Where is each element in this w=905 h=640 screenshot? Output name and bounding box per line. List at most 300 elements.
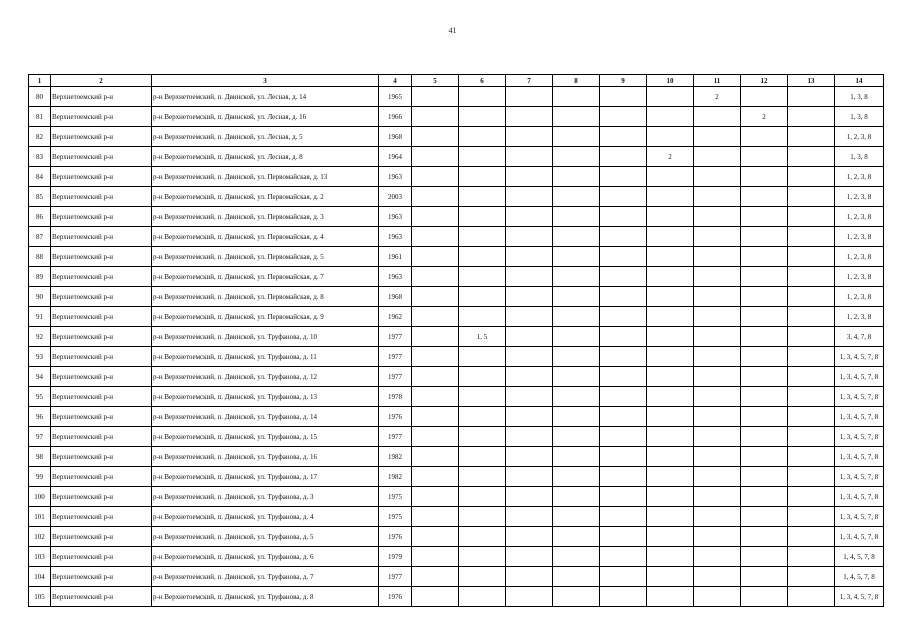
table-cell-col-14: 1, 3, 8 — [835, 147, 884, 167]
table-cell-col-11 — [694, 227, 741, 247]
table-cell-col-9 — [600, 507, 647, 527]
table-cell-col-9 — [600, 487, 647, 507]
table-cell-col-5 — [412, 347, 459, 367]
table-cell-col-12 — [741, 387, 788, 407]
table-cell-col-1: 102 — [29, 527, 51, 547]
table-cell-col-1: 87 — [29, 227, 51, 247]
table-cell-col-5 — [412, 187, 459, 207]
table-cell-col-1: 83 — [29, 147, 51, 167]
table-row — [29, 547, 884, 567]
table-cell-col-12 — [741, 547, 788, 567]
column-header-4: 4 — [379, 75, 412, 87]
table-cell-col-10 — [647, 87, 694, 107]
table-cell-col-4: 1976 — [379, 527, 412, 547]
table-cell-col-13 — [788, 147, 835, 167]
table-cell-col-7 — [506, 147, 553, 167]
table-cell-col-3: р-н Верхнетоемский, п. Двинской, ул. Труфанова, д. 7 — [152, 567, 379, 587]
column-header-8: 8 — [553, 75, 600, 87]
table-cell-col-11 — [694, 207, 741, 227]
table-cell-col-2: Верхнетоемский р-н — [51, 387, 152, 407]
table-cell-col-11 — [694, 167, 741, 187]
table-cell-col-12 — [741, 167, 788, 187]
table-row — [29, 387, 884, 407]
table-cell-col-1: 104 — [29, 567, 51, 587]
table-cell-col-4: 1977 — [379, 427, 412, 447]
table-cell-col-11 — [694, 267, 741, 287]
table-cell-col-4: 1963 — [379, 207, 412, 227]
table-cell-col-12 — [741, 407, 788, 427]
table-cell-col-10 — [647, 307, 694, 327]
table-cell-col-7 — [506, 227, 553, 247]
table-cell-col-9 — [600, 407, 647, 427]
table-cell-col-11 — [694, 187, 741, 207]
table-cell-col-6 — [459, 567, 506, 587]
table-cell-col-6 — [459, 287, 506, 307]
table-cell-col-9 — [600, 87, 647, 107]
table-cell-col-14: 1, 2, 3, 8 — [835, 167, 884, 187]
table-cell-col-4: 1977 — [379, 367, 412, 387]
table-cell-col-12 — [741, 527, 788, 547]
table-cell-col-12 — [741, 367, 788, 387]
table-cell-col-11 — [694, 387, 741, 407]
table-cell-col-9 — [600, 327, 647, 347]
table-cell-col-4: 1977 — [379, 327, 412, 347]
table-cell-col-1: 95 — [29, 387, 51, 407]
table-cell-col-6 — [459, 147, 506, 167]
table-cell-col-8 — [553, 347, 600, 367]
housing-registry-table — [28, 74, 884, 607]
table-cell-col-2: Верхнетоемский р-н — [51, 527, 152, 547]
table-cell-col-6 — [459, 547, 506, 567]
table-cell-col-10 — [647, 427, 694, 447]
table-cell-col-13 — [788, 287, 835, 307]
table-cell-col-12 — [741, 227, 788, 247]
table-cell-col-5 — [412, 227, 459, 247]
table-cell-col-8 — [553, 87, 600, 107]
table-cell-col-12 — [741, 267, 788, 287]
table-cell-col-14: 1, 2, 3, 8 — [835, 187, 884, 207]
table-cell-col-8 — [553, 107, 600, 127]
table-cell-col-9 — [600, 287, 647, 307]
table-cell-col-2: Верхнетоемский р-н — [51, 567, 152, 587]
table-cell-col-10 — [647, 387, 694, 407]
table-cell-col-13 — [788, 227, 835, 247]
table-cell-col-6 — [459, 187, 506, 207]
table-cell-col-6 — [459, 407, 506, 427]
table-cell-col-10 — [647, 587, 694, 607]
table-cell-col-1: 103 — [29, 547, 51, 567]
table-cell-col-1: 90 — [29, 287, 51, 307]
table-cell-col-11 — [694, 127, 741, 147]
table-row — [29, 347, 884, 367]
table-cell-col-8 — [553, 247, 600, 267]
table-cell-col-14: 3, 4, 7, 8 — [835, 327, 884, 347]
table-cell-col-13 — [788, 107, 835, 127]
table-cell-col-13 — [788, 487, 835, 507]
table-cell-col-13 — [788, 327, 835, 347]
table-cell-col-3: р-н Верхнетоемский, п. Двинской, ул. Труфанова, д. 14 — [152, 407, 379, 427]
table-cell-col-7 — [506, 367, 553, 387]
table-cell-col-11 — [694, 487, 741, 507]
table-cell-col-12 — [741, 87, 788, 107]
table-cell-col-5 — [412, 287, 459, 307]
table-cell-col-12 — [741, 287, 788, 307]
table-cell-col-3: р-н Верхнетоемский, п. Двинской, ул. Труфанова, д. 17 — [152, 467, 379, 487]
column-header-3: 3 — [152, 75, 379, 87]
table-cell-col-5 — [412, 507, 459, 527]
table-cell-col-2: Верхнетоемский р-н — [51, 547, 152, 567]
column-header-6: 6 — [459, 75, 506, 87]
table-cell-col-1: 99 — [29, 467, 51, 487]
table-cell-col-3: р-н Верхнетоемский, п. Двинской, ул. Труфанова, д. 13 — [152, 387, 379, 407]
table-cell-col-9 — [600, 267, 647, 287]
table-cell-col-7 — [506, 527, 553, 547]
table-cell-col-8 — [553, 127, 600, 147]
table-cell-col-7 — [506, 267, 553, 287]
column-header-1: 1 — [29, 75, 51, 87]
table-cell-col-5 — [412, 387, 459, 407]
table-cell-col-10 — [647, 187, 694, 207]
table-cell-col-2: Верхнетоемский р-н — [51, 247, 152, 267]
table-cell-col-4: 1963 — [379, 227, 412, 247]
table-cell-col-4: 1977 — [379, 567, 412, 587]
table-cell-col-14: 1, 2, 3, 8 — [835, 307, 884, 327]
table-cell-col-8 — [553, 487, 600, 507]
table-cell-col-9 — [600, 187, 647, 207]
table-cell-col-14: 1, 3, 4, 5, 7, 8 — [835, 367, 884, 387]
table-cell-col-6 — [459, 247, 506, 267]
table-cell-col-6 — [459, 587, 506, 607]
table-cell-col-5 — [412, 107, 459, 127]
table-cell-col-5 — [412, 567, 459, 587]
table-cell-col-11 — [694, 447, 741, 467]
table-cell-col-7 — [506, 447, 553, 467]
column-header-9: 9 — [600, 75, 647, 87]
table-cell-col-11 — [694, 247, 741, 267]
table-cell-col-11 — [694, 367, 741, 387]
table-cell-col-13 — [788, 407, 835, 427]
table-cell-col-13 — [788, 347, 835, 367]
table-cell-col-3: р-н Верхнетоемский, п. Двинской, ул. Труфанова, д. 16 — [152, 447, 379, 467]
column-header-5: 5 — [412, 75, 459, 87]
table-cell-col-4: 1962 — [379, 307, 412, 327]
table-cell-col-1: 98 — [29, 447, 51, 467]
table-cell-col-5 — [412, 87, 459, 107]
table-cell-col-8 — [553, 227, 600, 247]
table-cell-col-4: 1968 — [379, 127, 412, 147]
table-cell-col-13 — [788, 167, 835, 187]
table-cell-col-10 — [647, 247, 694, 267]
table-cell-col-5 — [412, 127, 459, 147]
table-cell-col-13 — [788, 507, 835, 527]
table-cell-col-5 — [412, 307, 459, 327]
table-cell-col-11 — [694, 327, 741, 347]
table-cell-col-1: 82 — [29, 127, 51, 147]
table-cell-col-6 — [459, 447, 506, 467]
table-cell-col-5 — [412, 367, 459, 387]
table-cell-col-11 — [694, 307, 741, 327]
table-cell-col-9 — [600, 467, 647, 487]
table-cell-col-1: 94 — [29, 367, 51, 387]
table-cell-col-9 — [600, 127, 647, 147]
table-cell-col-10 — [647, 407, 694, 427]
table-cell-col-13 — [788, 467, 835, 487]
table-cell-col-1: 85 — [29, 187, 51, 207]
table-cell-col-10 — [647, 267, 694, 287]
table-cell-col-4: 1963 — [379, 267, 412, 287]
table-cell-col-3: р-н Верхнетоемский, п. Двинской, ул. Лесная, д. 8 — [152, 147, 379, 167]
table-cell-col-12 — [741, 207, 788, 227]
table-cell-col-9 — [600, 147, 647, 167]
table-cell-col-14: 1, 3, 8 — [835, 87, 884, 107]
table-cell-col-1: 81 — [29, 107, 51, 127]
table-cell-col-6 — [459, 167, 506, 187]
table-cell-col-1: 88 — [29, 247, 51, 267]
page-number: 41 — [448, 26, 457, 35]
table-cell-col-8 — [553, 587, 600, 607]
table-cell-col-6 — [459, 507, 506, 527]
table-cell-col-1: 93 — [29, 347, 51, 367]
table-row — [29, 507, 884, 527]
table-cell-col-8 — [553, 167, 600, 187]
table-cell-col-10 — [647, 487, 694, 507]
table-cell-col-4: 1978 — [379, 387, 412, 407]
table-cell-col-1: 92 — [29, 327, 51, 347]
table-cell-col-11 — [694, 567, 741, 587]
table-cell-col-4: 1961 — [379, 247, 412, 267]
table-cell-col-10 — [647, 227, 694, 247]
table-cell-col-10 — [647, 507, 694, 527]
table-cell-col-7 — [506, 387, 553, 407]
table-cell-col-4: 1979 — [379, 547, 412, 567]
table-row — [29, 227, 884, 247]
table-cell-col-14: 1, 2, 3, 8 — [835, 207, 884, 227]
table-cell-col-3: р-н Верхнетоемский, п. Двинской, ул. Труфанова, д. 8 — [152, 587, 379, 607]
table-row — [29, 327, 884, 347]
column-header-2: 2 — [51, 75, 152, 87]
table-cell-col-6 — [459, 107, 506, 127]
table-cell-col-2: Верхнетоемский р-н — [51, 447, 152, 467]
table-cell-col-13 — [788, 207, 835, 227]
table-cell-col-6 — [459, 347, 506, 367]
table-row — [29, 527, 884, 547]
table-cell-col-10 — [647, 547, 694, 567]
column-header-10: 10 — [647, 75, 694, 87]
table-cell-col-7 — [506, 467, 553, 487]
table-cell-col-2: Верхнетоемский р-н — [51, 167, 152, 187]
table-cell-col-2: Верхнетоемский р-н — [51, 407, 152, 427]
table-cell-col-8 — [553, 287, 600, 307]
table-cell-col-13 — [788, 187, 835, 207]
table-cell-col-13 — [788, 387, 835, 407]
table-cell-col-9 — [600, 307, 647, 327]
table-cell-col-2: Верхнетоемский р-н — [51, 87, 152, 107]
table-cell-col-9 — [600, 347, 647, 367]
table-cell-col-11 — [694, 587, 741, 607]
table-cell-col-3: р-н Верхнетоемский, п. Двинской, ул. Первомайская, д. 13 — [152, 167, 379, 187]
table-row — [29, 307, 884, 327]
table-cell-col-12 — [741, 587, 788, 607]
table-cell-col-4: 1982 — [379, 447, 412, 467]
table-cell-col-1: 105 — [29, 587, 51, 607]
table-cell-col-10 — [647, 367, 694, 387]
table-row — [29, 107, 884, 127]
table-cell-col-9 — [600, 207, 647, 227]
table-cell-col-12 — [741, 347, 788, 367]
table-cell-col-14: 1, 2, 3, 8 — [835, 287, 884, 307]
table-cell-col-10 — [647, 527, 694, 547]
table-cell-col-12 — [741, 507, 788, 527]
table-cell-col-14: 1, 3, 4, 5, 7, 8 — [835, 387, 884, 407]
table-cell-col-7 — [506, 507, 553, 527]
table-row — [29, 127, 884, 147]
table-cell-col-1: 101 — [29, 507, 51, 527]
table-cell-col-8 — [553, 507, 600, 527]
table-cell-col-1: 84 — [29, 167, 51, 187]
table-cell-col-3: р-н Верхнетоемский, п. Двинской, ул. Труфанова, д. 10 — [152, 327, 379, 347]
table-cell-col-4: 1976 — [379, 587, 412, 607]
table-cell-col-2: Верхнетоемский р-н — [51, 467, 152, 487]
table-cell-col-13 — [788, 367, 835, 387]
table-row — [29, 247, 884, 267]
table-cell-col-12 — [741, 567, 788, 587]
table-cell-col-1: 96 — [29, 407, 51, 427]
table-cell-col-10 — [647, 287, 694, 307]
table-cell-col-2: Верхнетоемский р-н — [51, 227, 152, 247]
table-cell-col-8 — [553, 567, 600, 587]
table-cell-col-5 — [412, 427, 459, 447]
table-cell-col-7 — [506, 567, 553, 587]
table-cell-col-9 — [600, 227, 647, 247]
table-cell-col-4: 1966 — [379, 107, 412, 127]
table-cell-col-3: р-н Верхнетоемский, п. Двинской, ул. Труфанова, д. 15 — [152, 427, 379, 447]
table-row — [29, 567, 884, 587]
table-cell-col-13 — [788, 587, 835, 607]
table-cell-col-7 — [506, 347, 553, 367]
table-cell-col-2: Верхнетоемский р-н — [51, 307, 152, 327]
table-cell-col-2: Верхнетоемский р-н — [51, 267, 152, 287]
table-cell-col-2: Верхнетоемский р-н — [51, 327, 152, 347]
table-row — [29, 287, 884, 307]
table-cell-col-14: 1, 3, 4, 5, 7, 8 — [835, 507, 884, 527]
table-cell-col-7 — [506, 587, 553, 607]
table-cell-col-12 — [741, 487, 788, 507]
table-cell-col-3: р-н Верхнетоемский, п. Двинской, ул. Первомайская, д. 8 — [152, 287, 379, 307]
column-header-12: 12 — [741, 75, 788, 87]
table-cell-col-2: Верхнетоемский р-н — [51, 147, 152, 167]
table-row — [29, 447, 884, 467]
table-cell-col-13 — [788, 547, 835, 567]
table-cell-col-14: 1, 2, 3, 8 — [835, 247, 884, 267]
table-cell-col-8 — [553, 427, 600, 447]
table-row — [29, 167, 884, 187]
table-row — [29, 147, 884, 167]
table-cell-col-9 — [600, 387, 647, 407]
table-row — [29, 467, 884, 487]
table-row — [29, 367, 884, 387]
table-cell-col-14: 1, 2, 3, 8 — [835, 127, 884, 147]
table-cell-col-8 — [553, 327, 600, 347]
table-cell-col-9 — [600, 527, 647, 547]
table-cell-col-1: 86 — [29, 207, 51, 227]
table-cell-col-10 — [647, 567, 694, 587]
table-cell-col-2: Верхнетоемский р-н — [51, 187, 152, 207]
table-cell-col-1: 97 — [29, 427, 51, 447]
table-row — [29, 587, 884, 607]
table-cell-col-4: 1976 — [379, 407, 412, 427]
table-cell-col-14: 1, 3, 4, 5, 7, 8 — [835, 467, 884, 487]
table-cell-col-13 — [788, 527, 835, 547]
table-cell-col-11 — [694, 107, 741, 127]
table-cell-col-5 — [412, 267, 459, 287]
table-cell-col-3: р-н Верхнетоемский, п. Двинской, ул. Труфанова, д. 4 — [152, 507, 379, 527]
table-cell-col-14: 1, 3, 4, 5, 7, 8 — [835, 427, 884, 447]
table-cell-col-12 — [741, 307, 788, 327]
table-cell-col-13 — [788, 447, 835, 467]
table-cell-col-7 — [506, 427, 553, 447]
table-cell-col-11 — [694, 347, 741, 367]
table-cell-col-9 — [600, 567, 647, 587]
table-cell-col-12 — [741, 247, 788, 267]
table-cell-col-8 — [553, 447, 600, 467]
table-cell-col-7 — [506, 287, 553, 307]
table-cell-col-9 — [600, 587, 647, 607]
table-cell-col-2: Верхнетоемский р-н — [51, 347, 152, 367]
table-cell-col-6 — [459, 387, 506, 407]
table-cell-col-9 — [600, 427, 647, 447]
table-cell-col-5 — [412, 487, 459, 507]
table-cell-col-11 — [694, 147, 741, 167]
table-cell-col-11 — [694, 287, 741, 307]
table-row — [29, 207, 884, 227]
table-cell-col-13 — [788, 427, 835, 447]
table-cell-col-10 — [647, 127, 694, 147]
table-cell-col-5 — [412, 407, 459, 427]
table-cell-col-11 — [694, 407, 741, 427]
table-cell-col-10 — [647, 447, 694, 467]
table-cell-col-3: р-н Верхнетоемский, п. Двинской, ул. Первомайская, д. 5 — [152, 247, 379, 267]
table-cell-col-12 — [741, 447, 788, 467]
table-cell-col-8 — [553, 207, 600, 227]
table-cell-col-14: 1, 3, 4, 5, 7, 8 — [835, 407, 884, 427]
table-cell-col-3: р-н Верхнетоемский, п. Двинской, ул. Труфанова, д. 3 — [152, 487, 379, 507]
table-cell-col-3: р-н Верхнетоемский, п. Двинской, ул. Труфанова, д. 5 — [152, 527, 379, 547]
table-cell-col-14: 1, 4, 5, 7, 8 — [835, 567, 884, 587]
table-cell-col-3: р-н Верхнетоемский, п. Двинской, ул. Труфанова, д. 11 — [152, 347, 379, 367]
table-cell-col-14: 1, 3, 4, 5, 7, 8 — [835, 587, 884, 607]
table-cell-col-14: 1, 4, 5, 7, 8 — [835, 547, 884, 567]
table-cell-col-9 — [600, 247, 647, 267]
table-cell-col-5 — [412, 247, 459, 267]
table-row — [29, 187, 884, 207]
table-cell-col-10 — [647, 467, 694, 487]
table-cell-col-7 — [506, 127, 553, 147]
table-cell-col-10: 2 — [647, 147, 694, 167]
table-cell-col-2: Верхнетоемский р-н — [51, 587, 152, 607]
table-cell-col-7 — [506, 487, 553, 507]
table-cell-col-6 — [459, 207, 506, 227]
table-cell-col-11 — [694, 527, 741, 547]
table-cell-col-5 — [412, 207, 459, 227]
table-cell-col-3: р-н Верхнетоемский, п. Двинской, ул. Лесная, д. 5 — [152, 127, 379, 147]
table-cell-col-7 — [506, 107, 553, 127]
table-cell-col-4: 1975 — [379, 487, 412, 507]
table-row — [29, 87, 884, 107]
table-cell-col-5 — [412, 147, 459, 167]
table-cell-col-8 — [553, 147, 600, 167]
column-header-14: 14 — [835, 75, 884, 87]
table-cell-col-6 — [459, 267, 506, 287]
